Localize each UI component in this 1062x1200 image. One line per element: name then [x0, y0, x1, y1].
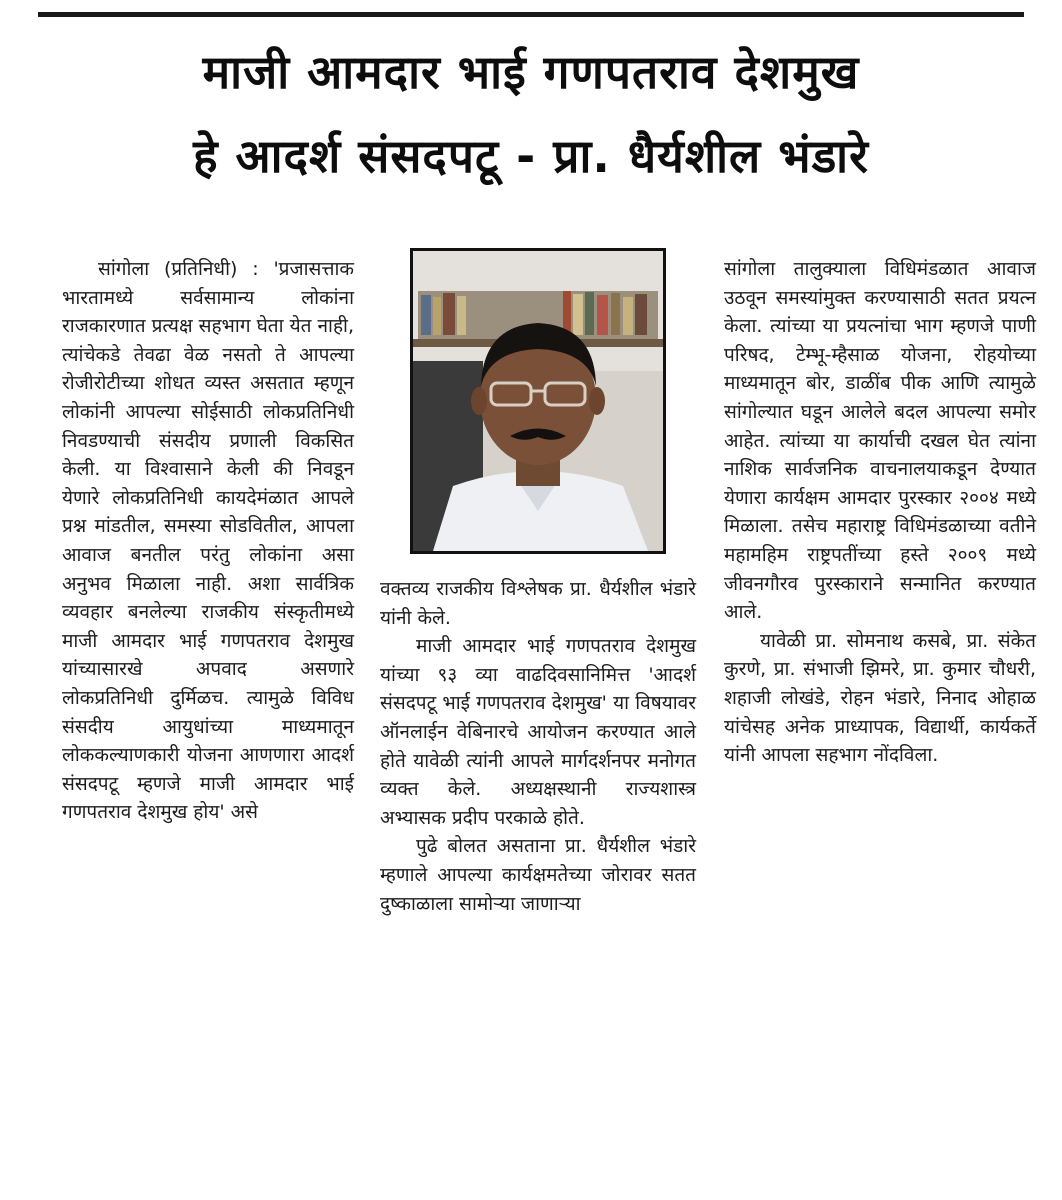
article-column-1 — [62, 255, 354, 827]
top-rule — [38, 12, 1024, 17]
paragraph: माजी आमदार भाई गणपतराव देशमुख यांच्या ९३ व्या वाढदिवसानिमित्त 'आदर्श संसदपटू भाई गणपतराव देशमुख' या विषयावर ऑनलाईन वेबिनारचे आयोजन करण्यात आले होते यावेळी त्यांनी आपले मार्गदर्शनपर मनोगत व्यक्त केले. अध्यक्षस्थानी राज्यशास्त्र अभ्यासक प्रदीप परकाळे होते. — [380, 635, 696, 829]
paragraph: सांगोला (प्रतिनिधी) : 'प्रजासत्ताक भारतामध्ये सर्वसामान्य लोकांना राजकारणात प्रत्यक्ष सहभाग घेता येत नाही, त्यांचेकडे तेवढा वेळ नसतो ते आपल्या रोजीरोटीच्या शोधत व्यस्त असतात म्हणून लोकांनी आपल्या सोईसाठी लोकप्रतिनिधी निवडण्याची संसदीय प्रणाली विकसित केली. या विश्वासाने केली की निवडून येणारे लोकप्रतिनिधी कायदेमंळात आपले प्रश्न मांडतील, समस्या सोडवितील, आपला आवाज बनतील परंतु लोकांना असा अनुभव मिळाला नाही. अशा सार्वत्रिक व्यवहार बनलेल्या राजकीय संस्कृतीमध्ये माजी आमदार भाई गणपतराव देशमुख यांच्यासारखे अपवाद असणारे लोकप्रतिनिधी दुर्मिळच. त्यामुळे विविध संसदीय आयुधांच्या माध्यमातून लोककल्याणकारी योजना आणणारा आदर्श संसदपटू म्हणजे माजी आमदार भाई गणपतराव देशमुख होय' असे — [62, 258, 354, 824]
headline-line-2: हे आदर्श संसदपटू - प्रा. धैर्यशील भंडारे — [193, 129, 869, 183]
article-column-3 — [724, 255, 1036, 770]
paragraph: यावेळी प्रा. सोमनाथ कसबे, प्रा. संकेत कुरणे, प्रा. संभाजी झिमरे, प्रा. कुमार चौधरी, शहाजी लोखंडे, रोहन भंडारे, निनाद ओहाळ यांचेसह अनेक प्राध्यापक, विद्यार्थी, कार्यकर्ते यांनी आपला सहभाग नोंदविला. — [724, 629, 1036, 767]
paragraph: सांगोला तालुक्याला विधिमंडळात आवाज उठवून समस्यांमुक्त करण्यासाठी सतत प्रयत्न केला. त्यांच्या या प्रयत्नांचा भाग म्हणजे पाणी परिषद, टेम्भू-म्हैसाळ योजना, रोहयोच्या माध्यमातून बोर, डाळींब पीक आणि त्यामुळे सांगोल्यात घडून आलेले बदल आपल्या समोर आहेत. त्यांच्या या कार्याची दखल घेत त्यांना नाशिक सार्वजनिक वाचनालयाकडून देण्यात येणारा कार्यक्षम आमदार पुरस्कार २००४ मध्ये मिळाला. तसेच महाराष्ट्र विधिमंडळाच्या वतीने महामहिम राष्ट्रपतींच्या हस्ते २००९ मध्ये जीवनगौरव पुरस्काराने सन्मानित करण्यात आले. — [724, 258, 1036, 624]
portrait-photo — [410, 248, 666, 554]
portrait-illustration — [413, 251, 663, 551]
paragraph: पुढे बोलत असताना प्रा. धैर्यशील भंडारे म्हणाले आपल्या कार्यक्षमतेच्या जोरावर सतत दुष्काळाला सामोऱ्या जाणाऱ्या — [380, 835, 696, 915]
paragraph: वक्तव्य राजकीय विश्लेषक प्रा. धैर्यशील भंडारे यांनी केले. — [380, 578, 696, 629]
headline — [30, 30, 1032, 198]
headline-line-1: माजी आमदार भाई गणपतराव देशमुख — [202, 45, 860, 99]
article-column-2 — [380, 575, 696, 918]
